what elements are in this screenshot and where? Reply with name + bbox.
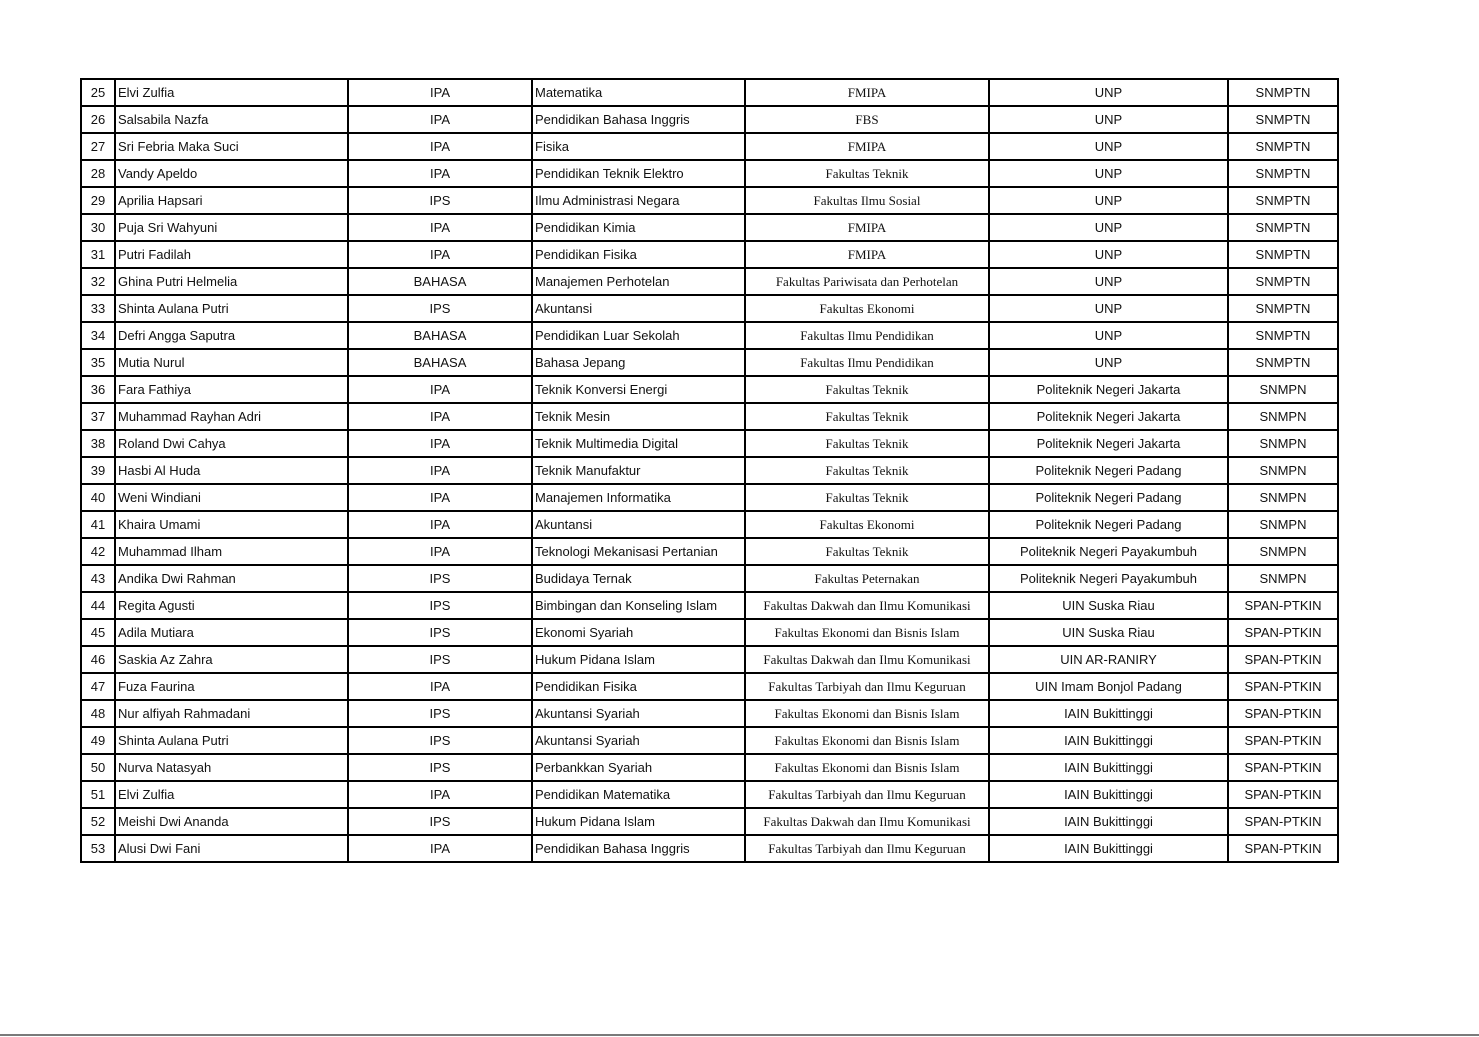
faculty-cell: Fakultas Pariwisata dan Perhotelan bbox=[745, 268, 989, 295]
study-program-cell: Teknologi Mekanisasi Pertanian bbox=[532, 538, 745, 565]
university-cell: Politeknik Negeri Jakarta bbox=[989, 376, 1228, 403]
stream-cell: IPA bbox=[348, 457, 532, 484]
table-row bbox=[81, 619, 1338, 646]
stream-cell: IPA bbox=[348, 106, 532, 133]
student-name-cell: Mutia Nurul bbox=[115, 349, 348, 376]
faculty-cell: Fakultas Teknik bbox=[745, 430, 989, 457]
admission-path-cell: SPAN-PTKIN bbox=[1228, 727, 1338, 754]
table-row bbox=[81, 214, 1338, 241]
row-number-cell: 39 bbox=[81, 457, 115, 484]
stream-cell: IPS bbox=[348, 808, 532, 835]
university-cell: Politeknik Negeri Padang bbox=[989, 484, 1228, 511]
stream-cell: IPS bbox=[348, 592, 532, 619]
admission-path-cell: SNMPN bbox=[1228, 484, 1338, 511]
student-name-cell: Muhammad Rayhan Adri bbox=[115, 403, 348, 430]
faculty-cell: Fakultas Tarbiyah dan Ilmu Keguruan bbox=[745, 781, 989, 808]
table-row bbox=[81, 727, 1338, 754]
faculty-cell: Fakultas Teknik bbox=[745, 403, 989, 430]
faculty-cell: Fakultas Ekonomi dan Bisnis Islam bbox=[745, 700, 989, 727]
row-number-cell: 33 bbox=[81, 295, 115, 322]
faculty-cell: Fakultas Teknik bbox=[745, 538, 989, 565]
table-row bbox=[81, 592, 1338, 619]
row-number-cell: 38 bbox=[81, 430, 115, 457]
admission-path-cell: SPAN-PTKIN bbox=[1228, 592, 1338, 619]
faculty-cell: Fakultas Ekonomi dan Bisnis Islam bbox=[745, 754, 989, 781]
table-row bbox=[81, 835, 1338, 862]
admission-path-cell: SPAN-PTKIN bbox=[1228, 808, 1338, 835]
study-program-cell: Akuntansi bbox=[532, 511, 745, 538]
table-body bbox=[81, 79, 1338, 862]
university-cell: UIN AR-RANIRY bbox=[989, 646, 1228, 673]
row-number-cell: 40 bbox=[81, 484, 115, 511]
admission-path-cell: SNMPTN bbox=[1228, 241, 1338, 268]
admission-path-cell: SNMPN bbox=[1228, 538, 1338, 565]
study-program-cell: Pendidikan Bahasa Inggris bbox=[532, 106, 745, 133]
university-cell: UNP bbox=[989, 187, 1228, 214]
admission-path-cell: SNMPTN bbox=[1228, 79, 1338, 106]
study-program-cell: Ekonomi Syariah bbox=[532, 619, 745, 646]
admission-path-cell: SNMPTN bbox=[1228, 160, 1338, 187]
faculty-cell: FMIPA bbox=[745, 214, 989, 241]
university-cell: IAIN Bukittinggi bbox=[989, 835, 1228, 862]
university-cell: UNP bbox=[989, 295, 1228, 322]
student-name-cell: Shinta Aulana Putri bbox=[115, 727, 348, 754]
faculty-cell: Fakultas Teknik bbox=[745, 484, 989, 511]
stream-cell: IPS bbox=[348, 646, 532, 673]
study-program-cell: Teknik Manufaktur bbox=[532, 457, 745, 484]
university-cell: UNP bbox=[989, 106, 1228, 133]
stream-cell: IPA bbox=[348, 160, 532, 187]
student-admission-table bbox=[80, 78, 1339, 863]
stream-cell: IPA bbox=[348, 673, 532, 700]
table-row bbox=[81, 268, 1338, 295]
row-number-cell: 37 bbox=[81, 403, 115, 430]
student-name-cell: Nur alfiyah Rahmadani bbox=[115, 700, 348, 727]
student-name-cell: Adila Mutiara bbox=[115, 619, 348, 646]
student-name-cell: Fuza Faurina bbox=[115, 673, 348, 700]
study-program-cell: Hukum Pidana Islam bbox=[532, 808, 745, 835]
admission-path-cell: SNMPTN bbox=[1228, 295, 1338, 322]
table-row bbox=[81, 241, 1338, 268]
table-row bbox=[81, 457, 1338, 484]
university-cell: IAIN Bukittinggi bbox=[989, 781, 1228, 808]
study-program-cell: Teknik Konversi Energi bbox=[532, 376, 745, 403]
admission-path-cell: SNMPTN bbox=[1228, 322, 1338, 349]
faculty-cell: Fakultas Dakwah dan Ilmu Komunikasi bbox=[745, 646, 989, 673]
study-program-cell: Ilmu Administrasi Negara bbox=[532, 187, 745, 214]
university-cell: Politeknik Negeri Jakarta bbox=[989, 403, 1228, 430]
table-row bbox=[81, 511, 1338, 538]
admission-path-cell: SPAN-PTKIN bbox=[1228, 781, 1338, 808]
student-name-cell: Roland Dwi Cahya bbox=[115, 430, 348, 457]
faculty-cell: Fakultas Dakwah dan Ilmu Komunikasi bbox=[745, 808, 989, 835]
university-cell: UIN Suska Riau bbox=[989, 619, 1228, 646]
row-number-cell: 31 bbox=[81, 241, 115, 268]
study-program-cell: Fisika bbox=[532, 133, 745, 160]
stream-cell: IPA bbox=[348, 781, 532, 808]
university-cell: Politeknik Negeri Padang bbox=[989, 511, 1228, 538]
study-program-cell: Hukum Pidana Islam bbox=[532, 646, 745, 673]
stream-cell: BAHASA bbox=[348, 349, 532, 376]
faculty-cell: Fakultas Ekonomi dan Bisnis Islam bbox=[745, 727, 989, 754]
faculty-cell: Fakultas Teknik bbox=[745, 160, 989, 187]
table-row bbox=[81, 700, 1338, 727]
row-number-cell: 27 bbox=[81, 133, 115, 160]
faculty-cell: Fakultas Teknik bbox=[745, 376, 989, 403]
study-program-cell: Akuntansi bbox=[532, 295, 745, 322]
table-row bbox=[81, 322, 1338, 349]
university-cell: UNP bbox=[989, 349, 1228, 376]
admission-path-cell: SNMPTN bbox=[1228, 106, 1338, 133]
stream-cell: IPA bbox=[348, 376, 532, 403]
study-program-cell: Pendidikan Fisika bbox=[532, 673, 745, 700]
row-number-cell: 45 bbox=[81, 619, 115, 646]
admission-path-cell: SPAN-PTKIN bbox=[1228, 646, 1338, 673]
stream-cell: IPA bbox=[348, 133, 532, 160]
faculty-cell: FMIPA bbox=[745, 79, 989, 106]
study-program-cell: Pendidikan Teknik Elektro bbox=[532, 160, 745, 187]
table-row bbox=[81, 754, 1338, 781]
study-program-cell: Pendidikan Fisika bbox=[532, 241, 745, 268]
row-number-cell: 51 bbox=[81, 781, 115, 808]
faculty-cell: Fakultas Tarbiyah dan Ilmu Keguruan bbox=[745, 673, 989, 700]
stream-cell: IPS bbox=[348, 565, 532, 592]
faculty-cell: Fakultas Ekonomi dan Bisnis Islam bbox=[745, 619, 989, 646]
faculty-cell: Fakultas Ekonomi bbox=[745, 295, 989, 322]
stream-cell: IPA bbox=[348, 241, 532, 268]
stream-cell: IPA bbox=[348, 403, 532, 430]
stream-cell: IPA bbox=[348, 430, 532, 457]
faculty-cell: FBS bbox=[745, 106, 989, 133]
admission-path-cell: SNMPTN bbox=[1228, 268, 1338, 295]
study-program-cell: Budidaya Ternak bbox=[532, 565, 745, 592]
table-row bbox=[81, 133, 1338, 160]
student-name-cell: Elvi Zulfia bbox=[115, 79, 348, 106]
admission-path-cell: SNMPTN bbox=[1228, 133, 1338, 160]
faculty-cell: Fakultas Ilmu Pendidikan bbox=[745, 322, 989, 349]
faculty-cell: Fakultas Tarbiyah dan Ilmu Keguruan bbox=[745, 835, 989, 862]
table-row bbox=[81, 538, 1338, 565]
university-cell: UNP bbox=[989, 160, 1228, 187]
row-number-cell: 47 bbox=[81, 673, 115, 700]
table-row bbox=[81, 160, 1338, 187]
row-number-cell: 26 bbox=[81, 106, 115, 133]
university-cell: UNP bbox=[989, 241, 1228, 268]
admission-path-cell: SPAN-PTKIN bbox=[1228, 700, 1338, 727]
row-number-cell: 49 bbox=[81, 727, 115, 754]
table-row bbox=[81, 646, 1338, 673]
stream-cell: IPS bbox=[348, 619, 532, 646]
study-program-cell: Akuntansi Syariah bbox=[532, 700, 745, 727]
table-row bbox=[81, 808, 1338, 835]
stream-cell: IPA bbox=[348, 511, 532, 538]
admission-path-cell: SNMPTN bbox=[1228, 214, 1338, 241]
table-row bbox=[81, 106, 1338, 133]
table-row bbox=[81, 430, 1338, 457]
table-row bbox=[81, 781, 1338, 808]
student-name-cell: Vandy Apeldo bbox=[115, 160, 348, 187]
admission-path-cell: SPAN-PTKIN bbox=[1228, 754, 1338, 781]
student-name-cell: Ghina Putri Helmelia bbox=[115, 268, 348, 295]
study-program-cell: Pendidikan Bahasa Inggris bbox=[532, 835, 745, 862]
university-cell: IAIN Bukittinggi bbox=[989, 727, 1228, 754]
student-name-cell: Elvi Zulfia bbox=[115, 781, 348, 808]
stream-cell: IPA bbox=[348, 538, 532, 565]
student-name-cell: Regita Agusti bbox=[115, 592, 348, 619]
stream-cell: IPA bbox=[348, 79, 532, 106]
student-name-cell: Aprilia Hapsari bbox=[115, 187, 348, 214]
student-name-cell: Meishi Dwi Ananda bbox=[115, 808, 348, 835]
table-row bbox=[81, 376, 1338, 403]
university-cell: UNP bbox=[989, 79, 1228, 106]
stream-cell: IPS bbox=[348, 187, 532, 214]
table-row bbox=[81, 187, 1338, 214]
faculty-cell: Fakultas Ilmu Sosial bbox=[745, 187, 989, 214]
study-program-cell: Matematika bbox=[532, 79, 745, 106]
faculty-cell: FMIPA bbox=[745, 241, 989, 268]
student-name-cell: Khaira Umami bbox=[115, 511, 348, 538]
study-program-cell: Bahasa Jepang bbox=[532, 349, 745, 376]
student-name-cell: Fara Fathiya bbox=[115, 376, 348, 403]
student-name-cell: Putri Fadilah bbox=[115, 241, 348, 268]
row-number-cell: 41 bbox=[81, 511, 115, 538]
university-cell: Politeknik Negeri Payakumbuh bbox=[989, 538, 1228, 565]
study-program-cell: Manajemen Perhotelan bbox=[532, 268, 745, 295]
study-program-cell: Pendidikan Luar Sekolah bbox=[532, 322, 745, 349]
university-cell: IAIN Bukittinggi bbox=[989, 700, 1228, 727]
faculty-cell: Fakultas Ekonomi bbox=[745, 511, 989, 538]
page-bottom-divider bbox=[0, 1034, 1479, 1036]
university-cell: UNP bbox=[989, 268, 1228, 295]
university-cell: IAIN Bukittinggi bbox=[989, 754, 1228, 781]
table-row bbox=[81, 349, 1338, 376]
admission-path-cell: SPAN-PTKIN bbox=[1228, 673, 1338, 700]
stream-cell: IPS bbox=[348, 754, 532, 781]
stream-cell: BAHASA bbox=[348, 268, 532, 295]
university-cell: UNP bbox=[989, 214, 1228, 241]
faculty-cell: FMIPA bbox=[745, 133, 989, 160]
faculty-cell: Fakultas Ilmu Pendidikan bbox=[745, 349, 989, 376]
faculty-cell: Fakultas Teknik bbox=[745, 457, 989, 484]
university-cell: UNP bbox=[989, 322, 1228, 349]
admission-path-cell: SNMPTN bbox=[1228, 349, 1338, 376]
study-program-cell: Pendidikan Kimia bbox=[532, 214, 745, 241]
table-row bbox=[81, 484, 1338, 511]
study-program-cell: Manajemen Informatika bbox=[532, 484, 745, 511]
stream-cell: IPA bbox=[348, 214, 532, 241]
student-name-cell: Andika Dwi Rahman bbox=[115, 565, 348, 592]
admission-path-cell: SNMPN bbox=[1228, 511, 1338, 538]
student-name-cell: Nurva Natasyah bbox=[115, 754, 348, 781]
stream-cell: BAHASA bbox=[348, 322, 532, 349]
university-cell: Politeknik Negeri Padang bbox=[989, 457, 1228, 484]
student-name-cell: Weni Windiani bbox=[115, 484, 348, 511]
faculty-cell: Fakultas Peternakan bbox=[745, 565, 989, 592]
row-number-cell: 50 bbox=[81, 754, 115, 781]
table-row bbox=[81, 403, 1338, 430]
student-name-cell: Alusi Dwi Fani bbox=[115, 835, 348, 862]
row-number-cell: 35 bbox=[81, 349, 115, 376]
stream-cell: IPA bbox=[348, 484, 532, 511]
row-number-cell: 53 bbox=[81, 835, 115, 862]
study-program-cell: Pendidikan Matematika bbox=[532, 781, 745, 808]
study-program-cell: Akuntansi Syariah bbox=[532, 727, 745, 754]
admission-path-cell: SNMPN bbox=[1228, 376, 1338, 403]
faculty-cell: Fakultas Dakwah dan Ilmu Komunikasi bbox=[745, 592, 989, 619]
student-name-cell: Saskia Az Zahra bbox=[115, 646, 348, 673]
student-name-cell: Sri Febria Maka Suci bbox=[115, 133, 348, 160]
row-number-cell: 46 bbox=[81, 646, 115, 673]
admission-path-cell: SPAN-PTKIN bbox=[1228, 619, 1338, 646]
study-program-cell: Perbankkan Syariah bbox=[532, 754, 745, 781]
study-program-cell: Teknik Mesin bbox=[532, 403, 745, 430]
university-cell: UIN Imam Bonjol Padang bbox=[989, 673, 1228, 700]
table-row bbox=[81, 79, 1338, 106]
university-cell: UIN Suska Riau bbox=[989, 592, 1228, 619]
admission-path-cell: SNMPN bbox=[1228, 403, 1338, 430]
table-row bbox=[81, 565, 1338, 592]
university-cell: Politeknik Negeri Jakarta bbox=[989, 430, 1228, 457]
row-number-cell: 28 bbox=[81, 160, 115, 187]
stream-cell: IPS bbox=[348, 727, 532, 754]
row-number-cell: 44 bbox=[81, 592, 115, 619]
row-number-cell: 30 bbox=[81, 214, 115, 241]
row-number-cell: 34 bbox=[81, 322, 115, 349]
row-number-cell: 48 bbox=[81, 700, 115, 727]
row-number-cell: 29 bbox=[81, 187, 115, 214]
university-cell: UNP bbox=[989, 133, 1228, 160]
admission-path-cell: SPAN-PTKIN bbox=[1228, 835, 1338, 862]
admission-path-cell: SNMPTN bbox=[1228, 187, 1338, 214]
stream-cell: IPS bbox=[348, 700, 532, 727]
university-cell: Politeknik Negeri Payakumbuh bbox=[989, 565, 1228, 592]
admission-path-cell: SNMPN bbox=[1228, 565, 1338, 592]
row-number-cell: 42 bbox=[81, 538, 115, 565]
student-name-cell: Shinta Aulana Putri bbox=[115, 295, 348, 322]
student-name-cell: Salsabila Nazfa bbox=[115, 106, 348, 133]
student-name-cell: Puja Sri Wahyuni bbox=[115, 214, 348, 241]
row-number-cell: 25 bbox=[81, 79, 115, 106]
row-number-cell: 36 bbox=[81, 376, 115, 403]
row-number-cell: 32 bbox=[81, 268, 115, 295]
student-name-cell: Muhammad Ilham bbox=[115, 538, 348, 565]
stream-cell: IPA bbox=[348, 835, 532, 862]
row-number-cell: 43 bbox=[81, 565, 115, 592]
university-cell: IAIN Bukittinggi bbox=[989, 808, 1228, 835]
table-row bbox=[81, 295, 1338, 322]
admission-path-cell: SNMPN bbox=[1228, 430, 1338, 457]
stream-cell: IPS bbox=[348, 295, 532, 322]
study-program-cell: Teknik Multimedia Digital bbox=[532, 430, 745, 457]
table-row bbox=[81, 673, 1338, 700]
admission-path-cell: SNMPN bbox=[1228, 457, 1338, 484]
student-name-cell: Hasbi Al Huda bbox=[115, 457, 348, 484]
study-program-cell: Bimbingan dan Konseling Islam bbox=[532, 592, 745, 619]
student-name-cell: Defri Angga Saputra bbox=[115, 322, 348, 349]
row-number-cell: 52 bbox=[81, 808, 115, 835]
